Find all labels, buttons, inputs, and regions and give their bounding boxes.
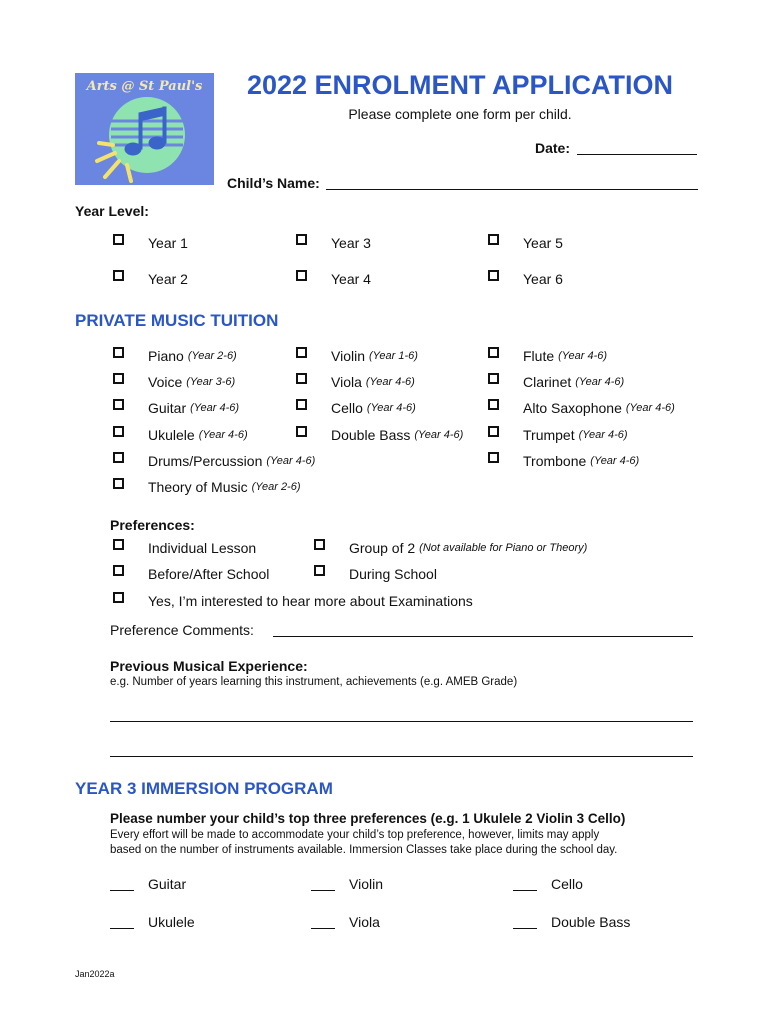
group-of-2-option[interactable] [314,540,587,556]
year-range: (Year 4-6) [266,455,316,467]
date-label: Date: [535,140,571,156]
instrument-name: Theory of Music [148,479,248,495]
instrument-name: Clarinet [523,374,572,390]
instrument-option[interactable] [113,479,301,495]
checkbox[interactable] [113,373,124,384]
checkbox[interactable] [113,592,124,603]
instrument-option[interactable] [488,374,624,390]
checkbox[interactable] [296,234,307,245]
rank-field[interactable] [311,916,335,929]
instrument-option[interactable] [113,400,239,416]
checkbox[interactable] [113,234,124,245]
page-title: 2022 ENROLMENT APPLICATION [246,70,674,100]
year-range: (Year 4-6) [558,350,608,362]
page-subtitle: Please complete one form per child. [348,106,572,122]
checkbox[interactable] [296,399,307,410]
year-level-label: Year Level: [75,203,149,219]
option-label: Year 1 [148,235,188,251]
immersion-option[interactable] [513,914,630,930]
option-label: Group of 2 [349,540,416,556]
option-label: Violin [349,876,383,892]
checkbox[interactable] [113,478,124,489]
experience-line-2[interactable] [110,756,693,757]
instrument-name: Alto Saxophone [523,400,622,416]
instrument-option[interactable] [296,400,416,416]
year-range: (Year 4-6) [414,429,464,441]
instrument-name: Violin [331,348,365,364]
checkbox[interactable] [113,565,124,576]
instrument-option[interactable] [113,453,315,469]
preferences-label: Preferences: [110,517,195,533]
year-range: (Year 4-6) [578,429,628,441]
instrument-option[interactable] [113,427,248,443]
year-4-option[interactable] [296,271,371,287]
checkbox[interactable] [488,347,499,358]
checkbox[interactable] [488,373,499,384]
instrument-name: Drums/Percussion [148,453,263,469]
year-6-option[interactable] [488,271,563,287]
rank-field[interactable] [110,878,134,891]
rank-field[interactable] [513,916,537,929]
immersion-option[interactable] [311,876,383,892]
instrument-name: Double Bass [331,427,411,443]
date-field[interactable] [577,154,697,155]
instrument-option[interactable] [113,374,235,390]
instrument-option[interactable] [113,348,237,364]
option-label: Ukulele [148,914,195,930]
checkbox[interactable] [296,426,307,437]
immersion-note-1: Every effort will be made to accommodate your child’s top preference, however, limits may apply [110,829,600,841]
year-range: (Year 2-6) [187,350,237,362]
immersion-option[interactable] [110,914,195,930]
form-version-code: Jan2022a [75,969,115,979]
year-1-option[interactable] [113,235,188,251]
checkbox[interactable] [113,270,124,281]
option-label: Yes, I’m interested to hear more about Examinations [148,593,473,609]
checkbox[interactable] [296,373,307,384]
instrument-option[interactable] [488,427,628,443]
option-label: Year 3 [331,235,371,251]
year-range: (Year 4-6) [365,376,415,388]
year-range: (Year 4-6) [590,455,640,467]
instrument-name: Flute [523,348,555,364]
checkbox[interactable] [113,452,124,463]
checkbox[interactable] [488,452,499,463]
music-note-icon [75,73,214,185]
option-label: Individual Lesson [148,540,257,556]
instrument-name: Guitar [148,400,187,416]
instrument-name: Piano [148,348,184,364]
checkbox[interactable] [488,399,499,410]
checkbox[interactable] [488,234,499,245]
instrument-name: Voice [148,374,183,390]
checkbox[interactable] [113,426,124,437]
year-range: (Year 4-6) [575,376,625,388]
option-label: Year 2 [148,271,188,287]
during-school-option[interactable] [314,566,437,582]
previous-experience-label: Previous Musical Experience: [110,658,308,674]
year-range: (Year 3-6) [186,376,236,388]
experience-line-1[interactable] [110,721,693,722]
year-range: (Year 4-6) [190,402,240,414]
immersion-note-2: based on the number of instruments available. Immersion Classes take place during the school day. [110,844,618,856]
year-range: (Year 4-6) [366,402,416,414]
private-music-tuition-heading: PRIVATE MUSIC TUITION [75,311,279,330]
year-range: (Year 2-6) [251,481,301,493]
year-range: (Year 1-6) [369,350,418,362]
year-5-option[interactable] [488,235,563,251]
instrument-name: Viola [331,374,362,390]
instrument-option[interactable] [296,348,418,364]
option-label: Guitar [148,876,187,892]
instrument-name: Cello [331,400,363,416]
checkbox[interactable] [314,565,325,576]
child-name-field[interactable] [326,189,698,190]
checkbox[interactable] [113,539,124,550]
instrument-option[interactable] [296,427,463,443]
option-label: Year 5 [523,235,563,251]
year-2-option[interactable] [113,271,188,287]
instrument-option[interactable] [488,400,675,416]
instrument-name: Trumpet [523,427,575,443]
individual-lesson-option[interactable] [113,540,256,556]
checkbox[interactable] [296,347,307,358]
instrument-option[interactable] [488,348,607,364]
immersion-instruction: Please number your child’s top three preferences (e.g. 1 Ukulele 2 Violin 3 Cello) [110,811,626,826]
rank-field[interactable] [513,878,537,891]
year-3-option[interactable] [296,235,371,251]
child-name-label: Child’s Name: [227,175,320,191]
arts-st-pauls-logo [75,73,214,185]
option-label: During School [349,566,437,582]
option-label: Year 4 [331,271,371,287]
option-note: (Not available for Piano or Theory) [419,542,588,554]
rank-field[interactable] [110,916,134,929]
immersion-option[interactable] [311,914,380,930]
previous-experience-hint: e.g. Number of years learning this instrument, achievements (e.g. AMEB Grade) [110,676,518,688]
checkbox[interactable] [488,426,499,437]
immersion-option[interactable] [110,876,186,892]
instrument-option[interactable] [296,374,415,390]
checkbox[interactable] [314,539,325,550]
instrument-name: Trombone [523,453,587,469]
before-after-school-option[interactable] [113,566,269,582]
logo-text: Arts @ St Paul's [86,79,203,94]
option-label: Cello [551,876,583,892]
option-label: Viola [349,914,380,930]
instrument-option[interactable] [488,453,639,469]
instrument-name: Ukulele [148,427,195,443]
immersion-option[interactable] [513,876,583,892]
examinations-option[interactable] [113,593,473,609]
preference-comments-field[interactable] [273,636,693,637]
year-range: (Year 4-6) [625,402,675,414]
checkbox[interactable] [113,347,124,358]
year-range: (Year 4-6) [198,429,248,441]
option-label: Before/After School [148,566,270,582]
rank-field[interactable] [311,878,335,891]
checkbox[interactable] [488,270,499,281]
option-label: Year 6 [523,271,563,287]
preference-comments-label: Preference Comments: [110,622,254,638]
checkbox[interactable] [296,270,307,281]
checkbox[interactable] [113,399,124,410]
option-label: Double Bass [551,914,631,930]
immersion-heading: YEAR 3 IMMERSION PROGRAM [75,779,333,798]
